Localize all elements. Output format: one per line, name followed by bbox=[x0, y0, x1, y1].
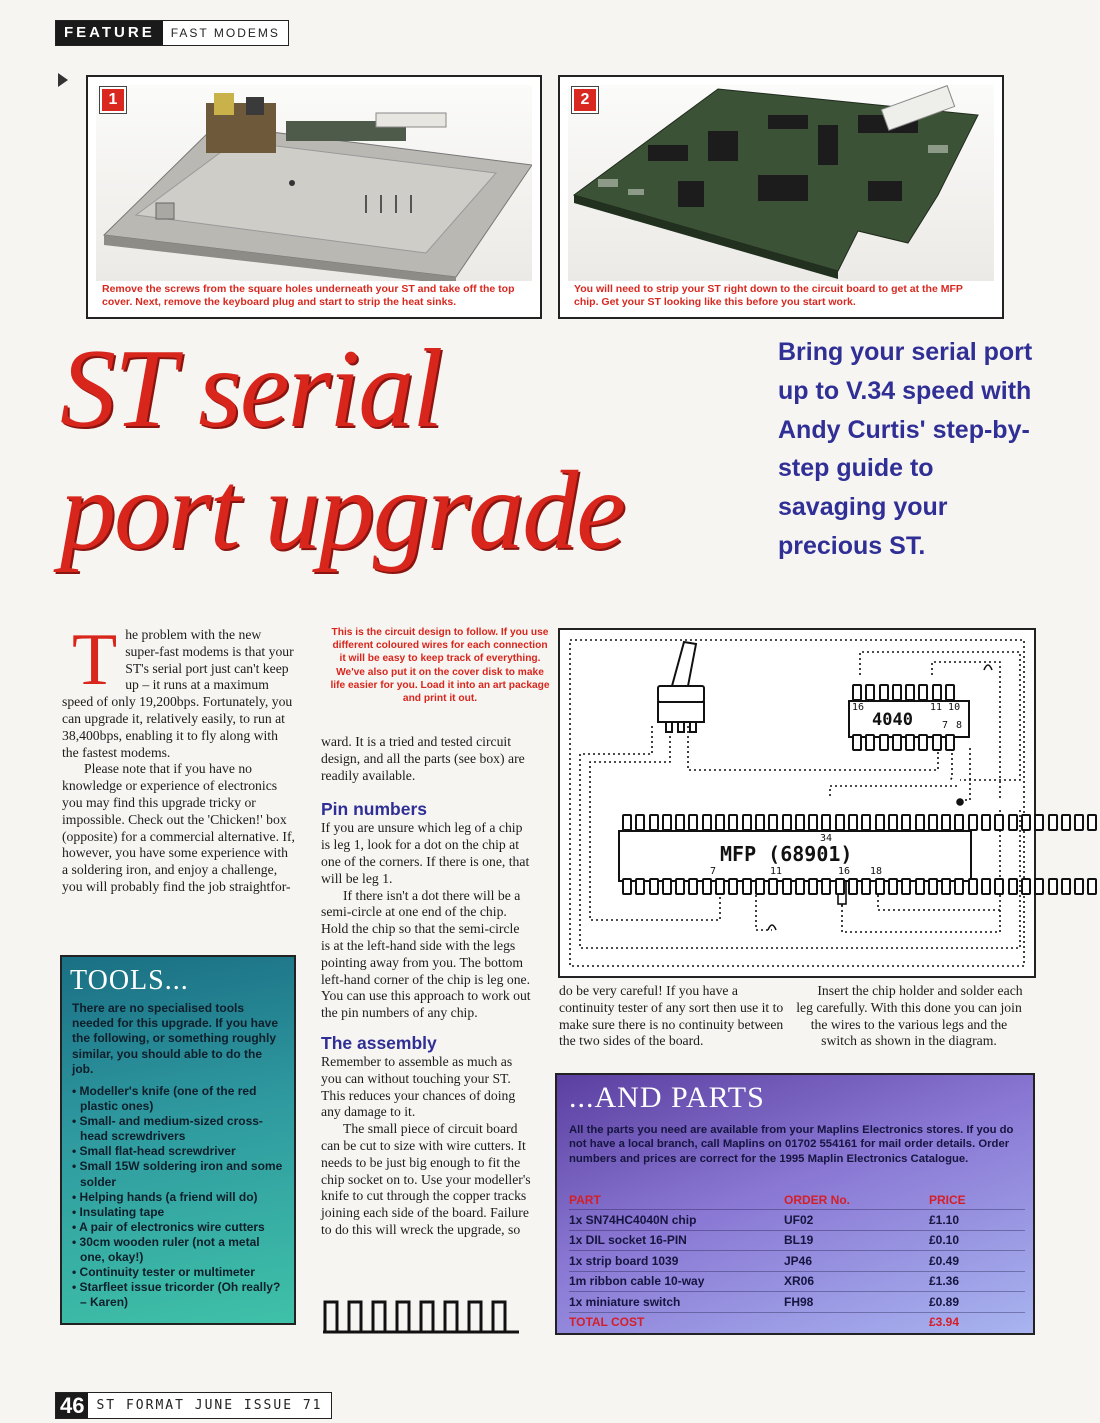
table-cell: JP46 bbox=[784, 1251, 929, 1272]
assembly-paragraph-2: The small piece of circuit board can be cut to size with wire cutters. It needs to be just big enough to fit the chip socket on to. Use your modeller's knife to cut through the copper tracks joining each side of the board. Failure to do this will wreck the upgrade, so bbox=[321, 1121, 531, 1237]
tools-intro: There are no specialised tools needed for this upgrade. If you have the following, or something roughly similar, you should able to do the job. bbox=[72, 1001, 279, 1076]
chip-mfp-bottom-pins bbox=[622, 878, 1100, 895]
intro-paragraph-1: he problem with the new super-fast modems is that your ST's serial port just can't keep up – it runs at a maximum speed of only 19,200bps. Fortunately, you can upgrade it, relatively easily, to run at 38,400bps, enabling it to fly along with the fastest modems. bbox=[62, 627, 294, 760]
chip-mfp-label: MFP (68901) bbox=[720, 842, 853, 866]
pin-label: 8 bbox=[956, 720, 963, 731]
title-line-2: port upgrade bbox=[60, 449, 624, 573]
assembly-paragraph-1: Remember to assemble as much as you can without touching your ST. This reduces your chances of doing any damage to it. bbox=[321, 1053, 516, 1120]
table-row bbox=[569, 1271, 1025, 1292]
circuit-diagram bbox=[558, 628, 1036, 978]
table-row bbox=[569, 1292, 1025, 1313]
continuation-paragraph: ward. It is a tried and tested circuit design, and all the parts (see box) are readily available. bbox=[321, 734, 525, 783]
table-cell: 1x SN74HC4040N chip bbox=[569, 1210, 784, 1231]
chip-4040-top-pins bbox=[852, 684, 958, 701]
column-header: PRICE bbox=[929, 1192, 966, 1207]
table-cell: UF02 bbox=[784, 1210, 929, 1231]
pin-label: 7 bbox=[942, 720, 949, 731]
step-number-1: 1 bbox=[100, 87, 126, 113]
issue-line: ST FORMAT JUNE ISSUE 71 bbox=[96, 1398, 323, 1413]
parts-table bbox=[569, 1190, 1025, 1332]
table-row bbox=[569, 1210, 1025, 1231]
photo-panel-2 bbox=[558, 75, 1004, 319]
subhead-assembly: The assembly bbox=[321, 1032, 437, 1053]
table-row bbox=[569, 1230, 1025, 1251]
table-cell: £0.89 bbox=[929, 1292, 1025, 1313]
table-cell: 1x miniature switch bbox=[569, 1292, 784, 1313]
pin-numbers-paragraph-2: If there isn't a dot there will be a semi-circle at one end of the chip. Hold the chip so that the semi-circle is at the left-hand side with the legs pointing away from you. The bottom left-hand corner of the chip is leg one. You can use this approach to work out the pin numbers of any chip. bbox=[321, 887, 531, 1021]
arrow-marker-icon bbox=[58, 73, 68, 87]
wiring-lines bbox=[560, 630, 1034, 976]
table-cell: 1m ribbon cable 10-way bbox=[569, 1271, 784, 1292]
photo-1 bbox=[96, 85, 532, 281]
page-number: 46 bbox=[56, 1393, 88, 1418]
body-column-3 bbox=[559, 983, 787, 1050]
topic-label: FAST MODEMS bbox=[170, 26, 280, 40]
chip-end-marker-icon bbox=[321, 1296, 521, 1341]
list-item: • Small 15W soldering iron and some solder bbox=[72, 1159, 286, 1189]
table-cell: £1.36 bbox=[929, 1271, 1025, 1292]
table-cell: £1.10 bbox=[929, 1210, 1025, 1231]
column-header: ORDER No. bbox=[784, 1192, 850, 1207]
list-item: • Modeller's knife (one of the red plastic ones) bbox=[72, 1084, 286, 1114]
photo-2 bbox=[568, 85, 994, 281]
list-item: • Continuity tester or multimeter bbox=[72, 1265, 286, 1280]
pin-label: 16 bbox=[838, 866, 851, 877]
body-column-1 bbox=[62, 619, 295, 896]
total-row bbox=[569, 1312, 1025, 1332]
table-cell: TOTAL COST bbox=[569, 1312, 784, 1332]
tools-title: TOOLS... bbox=[70, 965, 189, 996]
table-cell: BL19 bbox=[784, 1230, 929, 1251]
body-column-4 bbox=[795, 983, 1023, 1050]
pin-label: 18 bbox=[870, 866, 883, 877]
chip-mfp bbox=[618, 830, 972, 882]
parts-title: ...AND PARTS bbox=[569, 1081, 765, 1114]
column-header: PART bbox=[569, 1192, 601, 1207]
table-cell: 1x strip board 1039 bbox=[569, 1251, 784, 1272]
table-cell: £0.10 bbox=[929, 1230, 1025, 1251]
table-cell: FH98 bbox=[784, 1292, 929, 1313]
chip-4040 bbox=[848, 700, 970, 738]
page-footer bbox=[55, 1392, 332, 1419]
article-title bbox=[60, 328, 780, 572]
toggle-switch-icon bbox=[658, 642, 704, 732]
chip-4040-bottom-pins bbox=[852, 734, 958, 751]
table-cell: XR06 bbox=[784, 1271, 929, 1292]
pin-label: 11 bbox=[770, 866, 783, 877]
table-cell: £0.49 bbox=[929, 1251, 1025, 1272]
parts-intro: All the parts you need are available from your Maplins Electronics stores. If you do not have a local branch, call Maplins on 01702 554161 for mail order details. Order numbers and prices are correct for the 1995 Maplin Electronics Catalogue. bbox=[569, 1124, 1014, 1165]
subhead-pin-numbers: Pin numbers bbox=[321, 799, 427, 820]
tools-box bbox=[60, 955, 296, 1325]
photo-panel-1 bbox=[86, 75, 542, 319]
table-cell: 1x DIL socket 16-PIN bbox=[569, 1230, 784, 1251]
table-cell bbox=[784, 1312, 929, 1332]
st-chassis-illustration bbox=[96, 85, 532, 281]
pin-label: 7 bbox=[710, 866, 717, 877]
chip-4040-label: 4040 bbox=[872, 710, 913, 730]
parts-box bbox=[555, 1073, 1035, 1335]
table-cell: £3.94 bbox=[929, 1312, 1025, 1332]
pin-numbers-paragraph-1: If you are unsure which leg of a chip is leg 1, look for a dot on the chip at one of the corners. If there is one, that will be leg 1. bbox=[321, 820, 530, 886]
diagram-caption: This is the circuit design to follow. If you use different coloured wires for each connection it will be easy to keep track of everything. We've also put it on the cover disk to make life easier for you. Load it into an art package and print it out. bbox=[330, 627, 550, 705]
title-line-1: ST serial bbox=[60, 327, 442, 451]
column-4-paragraph: Insert the chip holder and solder each leg carefully. With this done you can join the wires to the various legs and the switch as shown in the diagram. bbox=[796, 983, 1023, 1049]
list-item: • Starfleet issue tricorder (Oh really? – Karen) bbox=[72, 1280, 286, 1310]
photo-caption-2: You will need to strip your ST right down to the circuit board to get at the MFP chip. Get your ST looking like this before you start work. bbox=[574, 283, 963, 308]
pin-label: 16 bbox=[852, 702, 865, 713]
section-header bbox=[55, 20, 289, 46]
list-item: • A pair of electronics wire cutters bbox=[72, 1220, 286, 1235]
tools-list bbox=[62, 1084, 294, 1310]
column-3-paragraph: do be very careful! If you have a continuity tester of any sort then use it to make sure there is no continuity between the two sides of the board. bbox=[559, 983, 784, 1049]
pin-label: 11 10 bbox=[930, 702, 961, 713]
step-number-2: 2 bbox=[572, 87, 598, 113]
list-item: • Small flat-head screwdriver bbox=[72, 1144, 286, 1159]
section-label: FEATURE bbox=[56, 21, 163, 45]
pin-label: 34 bbox=[820, 833, 833, 844]
table-header-row bbox=[569, 1190, 1025, 1210]
list-item: • Insulating tape bbox=[72, 1205, 286, 1220]
list-item: • 30cm wooden ruler (not a metal one, okay!) bbox=[72, 1235, 286, 1265]
list-item: • Small- and medium-sized cross-head screwdrivers bbox=[72, 1114, 286, 1144]
standfirst: Bring your serial port up to V.34 speed with Andy Curtis' step-by-step guide to savaging your precious ST. bbox=[778, 338, 1033, 560]
circuit-board-illustration bbox=[568, 85, 994, 281]
chip-mfp-top-pins bbox=[622, 814, 1100, 831]
list-item: • Helping hands (a friend will do) bbox=[72, 1190, 286, 1205]
table-row bbox=[569, 1251, 1025, 1272]
body-column-2 bbox=[321, 734, 531, 1239]
photo-caption-1: Remove the screws from the square holes underneath your ST and take off the top cover. Next, remove the keyboard plug and start to strip the heat sinks. bbox=[102, 283, 515, 308]
intro-paragraph-2: Please note that if you have no knowledge or experience of electronics you may find this upgrade tricky or impossible. Check out the 'Chicken!' box (opposite) for a commercial alternative. If, however, you have some experience with a soldering iron, and enjoy a challenge, you will probably find the job straightfor- bbox=[62, 761, 295, 894]
drop-cap: T bbox=[72, 619, 118, 701]
